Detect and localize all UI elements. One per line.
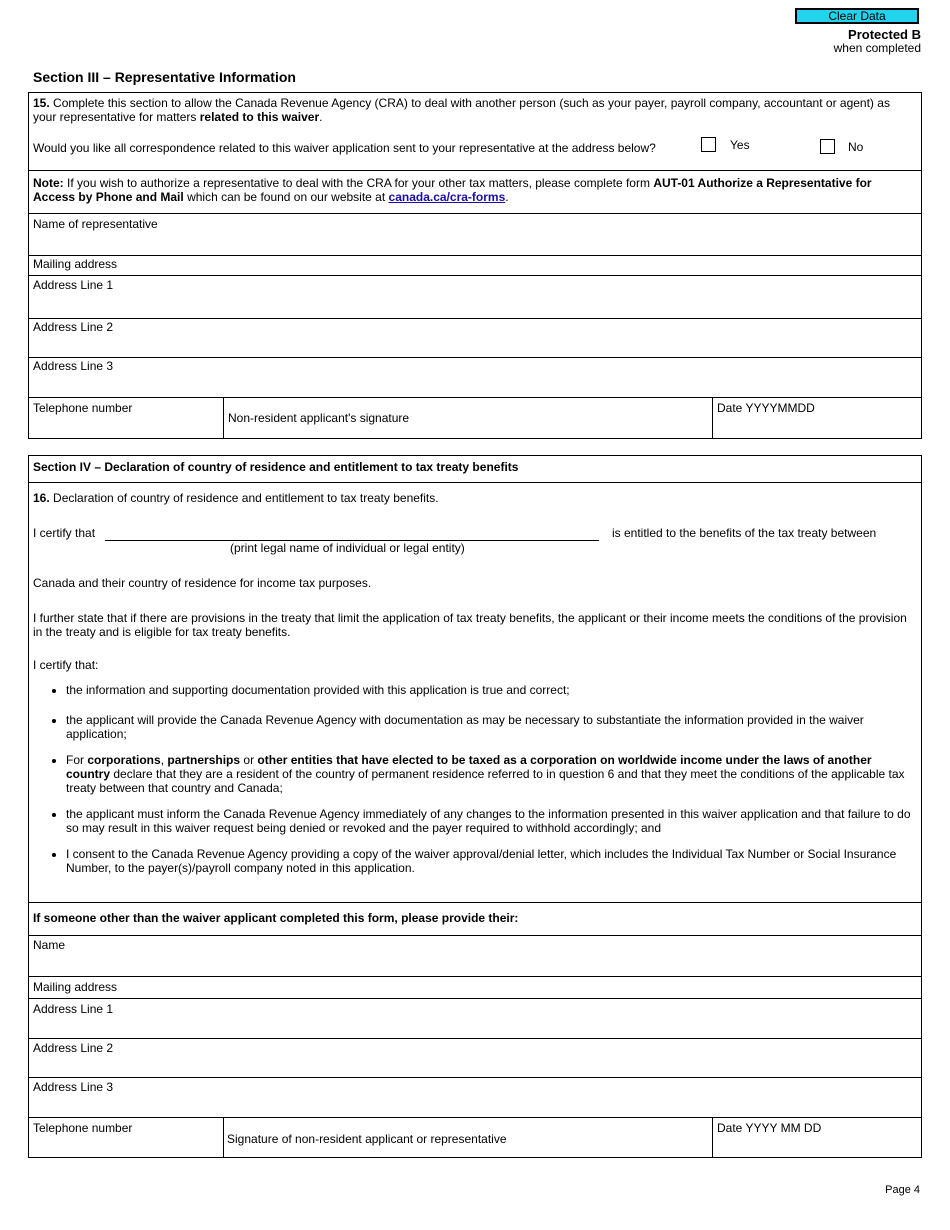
page-number: Page 4 <box>885 1184 920 1196</box>
divider <box>29 170 921 171</box>
divider <box>29 1117 921 1118</box>
other-preparer-heading: If someone other than the waiver applicant completed this form, please provide their: <box>33 911 519 925</box>
divider <box>29 976 921 977</box>
list-item: • I consent to the Canada Revenue Agency providing a copy of the waiver approval/denial letter, which includes the Individual Tax Number or Social Insurance Number, to the payer(s)/payroll company noted in this application. <box>66 847 913 875</box>
list-item: • For corporations, partnerships or other entities that have elected to be taxed as a corporation on worldwide income under the laws of another country declare that they are a resident of the country of permanent residence referred to in question 6 and that they meet the conditions of the applicable tax treaty between that country and Canada; <box>66 753 913 795</box>
preparer-address-3-label: Address Line 3 <box>33 1080 114 1094</box>
preparer-mailing-label: Mailing address <box>33 980 118 994</box>
certification-list <box>29 683 921 887</box>
legal-name-input[interactable] <box>105 523 603 541</box>
list-item: • the applicant will provide the Canada Revenue Agency with documentation as may be necessary to substantiate the information provided in the waiver application; <box>66 713 913 741</box>
preparer-date-label: Date YYYY MM DD <box>717 1121 822 1135</box>
divider <box>29 1038 921 1039</box>
representative-name-label: Name of representative <box>33 217 158 231</box>
correspondence-question: Would you like all correspondence related to this waiver application sent to your representative at the address below? <box>33 141 656 155</box>
section-4-title: Section IV – Declaration of country of residence and entitlement to tax treaty benefits <box>33 460 519 474</box>
representative-name-input[interactable] <box>29 233 921 255</box>
section-3-box <box>28 92 922 439</box>
further-state-text: I further state that if there are provisions in the treaty that limit the application of tax treaty benefits, the applicant or their income meets the conditions of the provision in the treaty and is eligible for tax treaty benefits. <box>33 611 907 639</box>
address-line-2-label: Address Line 2 <box>33 320 114 334</box>
divider <box>29 902 921 903</box>
divider <box>29 255 921 256</box>
preparer-address-1-label: Address Line 1 <box>33 1002 114 1016</box>
preparer-address-2-label: Address Line 2 <box>33 1041 114 1055</box>
divider <box>29 998 921 999</box>
question-16-text: 16. Declaration of country of residence and entitlement to tax treaty benefits. <box>33 491 439 505</box>
address-line-3-input[interactable] <box>29 375 921 397</box>
address-line-1-label: Address Line 1 <box>33 278 114 292</box>
note-text: Note: If you wish to authorize a representative to deal with the CRA for your other tax matters, please complete form AUT-01 Authorize a Representative for Access by Phone and Mail which can be found on our website at canada.ca/cra-forms. <box>33 176 872 204</box>
divider <box>223 397 224 439</box>
signature-label: Non-resident applicant's signature <box>228 411 410 425</box>
section-4-box <box>28 455 922 1158</box>
divider <box>29 318 921 319</box>
address-line-2-input[interactable] <box>29 336 921 357</box>
preparer-name-label: Name <box>33 938 66 952</box>
divider <box>29 482 921 483</box>
preparer-telephone-label: Telephone number <box>33 1121 133 1135</box>
preparer-address-3-input[interactable] <box>29 1096 921 1117</box>
certify-prefix: I certify that <box>33 526 96 540</box>
no-checkbox[interactable] <box>820 139 835 154</box>
divider <box>712 397 713 439</box>
divider <box>29 1077 921 1078</box>
protected-b-label: Protected B <box>848 27 921 42</box>
divider <box>29 357 921 358</box>
list-item: • the information and supporting documentation provided with this application is true and correct; <box>66 683 913 697</box>
divider <box>29 213 921 214</box>
divider <box>712 1117 713 1158</box>
print-name-caption: (print legal name of individual or legal entity) <box>230 541 465 555</box>
preparer-signature-label: Signature of non-resident applicant or representative <box>227 1132 507 1146</box>
when-completed-label: when completed <box>833 41 921 55</box>
list-item: • the applicant must inform the Canada Revenue Agency immediately of any changes to the information presented in this waiver application and that failure to do so may result in this waiver request being denied or revoked and the payer required to withhold accordingly; and <box>66 807 913 835</box>
certify-that-label: I certify that: <box>33 658 99 672</box>
canada-residence-text: Canada and their country of residence for income tax purposes. <box>33 576 372 590</box>
mailing-address-label: Mailing address <box>33 257 118 271</box>
preparer-name-input[interactable] <box>29 954 921 976</box>
divider <box>29 275 921 276</box>
divider <box>29 397 921 398</box>
clear-data-button[interactable]: Clear Data <box>795 8 919 24</box>
no-label: No <box>848 140 864 154</box>
yes-checkbox[interactable] <box>701 137 716 152</box>
cra-forms-link[interactable]: canada.ca/cra-forms <box>388 190 506 204</box>
address-line-3-label: Address Line 3 <box>33 359 114 373</box>
preparer-address-1-input[interactable] <box>29 1018 921 1038</box>
divider <box>29 935 921 936</box>
divider <box>223 1117 224 1158</box>
section-3-title: Section III – Representative Information <box>33 69 296 85</box>
question-15-text: 15. Complete this section to allow the Canada Revenue Agency (CRA) to deal with another person (such as your payer, payroll company, accountant or agent) as your representative for matters related to this waiver. <box>33 96 890 124</box>
yes-label: Yes <box>730 138 750 152</box>
address-line-1-input[interactable] <box>29 294 921 318</box>
telephone-label: Telephone number <box>33 401 133 415</box>
preparer-address-2-input[interactable] <box>29 1057 921 1077</box>
certify-suffix: is entitled to the benefits of the tax treaty between <box>612 526 877 540</box>
date-label: Date YYYYMMDD <box>717 401 815 415</box>
